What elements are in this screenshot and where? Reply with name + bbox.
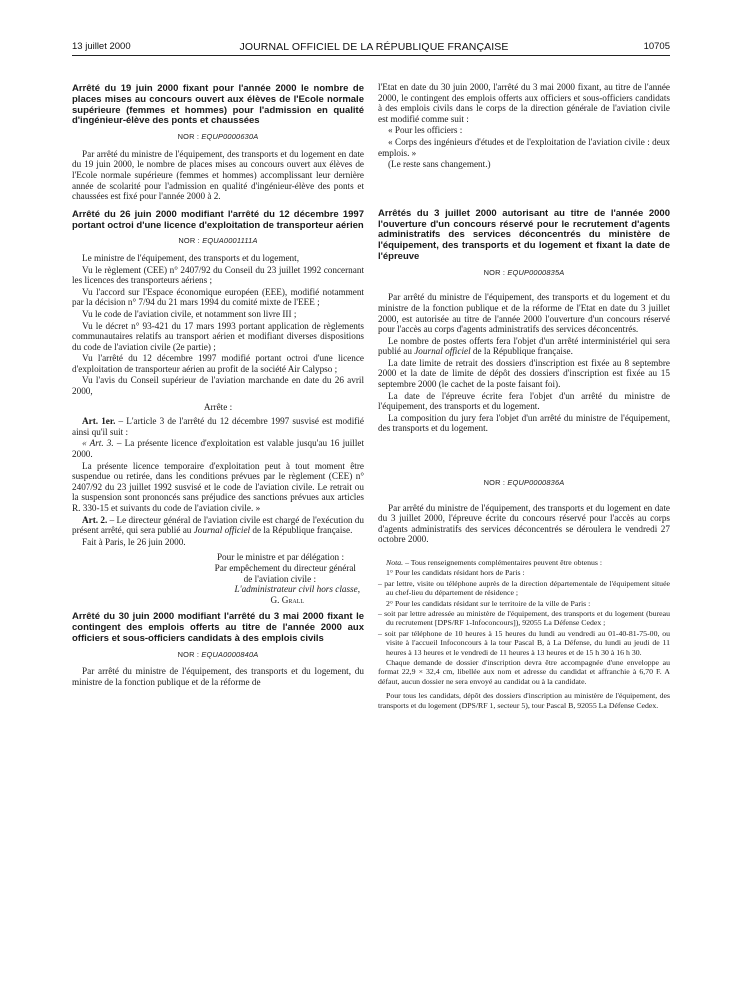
signing-place-date: Fait à Paris, le 26 juin 2000. — [82, 536, 186, 547]
paragraph: La composition du jury fera l'objet d'un arrêté du ministre de l'équipement, des transports et du logement. — [378, 412, 670, 434]
article-title: Arrêté du 30 juin 2000 modifiant l'arrêté du 3 mai 2000 fixant le contingent des emplois offerts au titre de l'année 2000 aux officiers et sous-officiers candidats à des emplois civils — [72, 611, 364, 644]
art2-end: de la République française. — [250, 525, 353, 536]
nor-reference — [72, 236, 364, 247]
article-body-continued: l'Etat en date du 30 juin 2000, l'arrêté du 3 mai 2000 fixant, au titre de l'année 2000, le contingent des emplois offerts aux officiers et sous-officiers candidats à des emplois civils dans le corps de la direction générale de l'aviation civile est modifié comme suit : — [378, 82, 670, 124]
nor-reference-2 — [378, 478, 670, 489]
nor-code: EQUP0000835A — [507, 267, 565, 277]
nota-item: 2° Pour les candidats résidant sur le territoire de la ville de Paris : — [386, 598, 591, 608]
nor-code: EQUP0000630A — [201, 132, 259, 142]
left-column — [72, 84, 364, 689]
nor-code: EQUA0000840A — [201, 649, 259, 659]
nota-section — [378, 558, 670, 710]
header-rule — [72, 55, 670, 56]
p2-text: Le nombre de postes offerts fera l'objet d'un arrêté interministériel qui sera publié au — [378, 335, 670, 357]
nota-item: 1° Pour les candidats résidant hors de Paris : — [386, 568, 525, 578]
signature-line-2: Par empêchement du directeur général — [214, 562, 356, 573]
visa-paragraph: Vu l'avis du Conseil supérieur de l'aviation marchande en date du 26 avril 2000, — [72, 375, 364, 397]
art1-text: – L'article 3 de l'arrêté du 12 décembre 1997 susvisé est modifié ainsi qu'il suit : — [72, 416, 364, 437]
article-body: Par arrêté du ministre de l'équipement, des transports et du logement en date du 19 juin 2000, le nombre de places mises au concours ouvert aux élèves de l'Ecole normale supérieure (femmes et hommes) accomplissant leur dernière année de scolarité pour l'admission en qualité d'ingénieur-élève des ponts et chaussées est fixé pour l'année 2000 à 2. — [72, 148, 364, 202]
journal-title: JOURNAL OFFICIEL DE LA RÉPUBLIQUE FRANÇAISE — [239, 41, 509, 53]
page-number: 10705 — [643, 41, 670, 52]
art1-label: Art. 1er. — [82, 416, 116, 427]
signature-line-1: Pour le ministre et par délégation : — [216, 552, 344, 563]
art2-label: Art. 2. — [82, 514, 108, 525]
art3-text: – La présente licence d'exploitation est valable jusqu'au 16 juillet 2000. — [72, 438, 364, 460]
nor-label: NOR : — [177, 132, 200, 142]
paragraph: La date limite de retrait des dossiers d'inscription est fixée au 8 septembre 2000 et la date de limite de dépôt des dossiers d'inscription est fixée au 15 septembre 2000 (le cachet de la poste faisant foi). — [378, 357, 670, 390]
nor-label: NOR : — [483, 267, 506, 277]
article-title: Arrêté du 19 juin 2000 fixant pour l'année 2000 le nombre de places mises au concours ouvert aux élèves de l'Ecole normale supérieure (femmes et hommes) pour l'admission en qualité d'ingénieur-élève des ponts et chaussées — [72, 83, 364, 127]
article-3-paragraph-2: La présente licence temporaire d'exploitation peut à tout moment être suspendue ou retirée, dans les conditions prévues par le règlement (CEE) n° 2407/92 du 23 juillet 1992 susvisé et le code de l'aviation civile. Le retrait ou la suspension sont prononcés sans préjudice des sanctions prévues aux articles R. 330-15 et suivants du code de l'aviation civile. » — [72, 460, 364, 513]
nota-paragraph: Pour tous les candidats, dépôt des dossiers d'inscription au ministère de l'équipement, des transports et du logement (DPS/RF 1, secteur 5), tour Pascal B, 92055 La Défense Cedex. — [378, 691, 670, 710]
nor-reference — [72, 650, 364, 661]
art2-text: – Le directeur général de l'aviation civile est chargé de l'exécution du présent arrêté, qui sera publié au — [72, 514, 364, 536]
paragraph: Par arrêté du ministre de l'équipement, des transports et du logement et du ministre de la fonction publique et de la réforme de l'Etat en date du 3 juillet 2000, est autorisée au titre de l'année 2000 l'ouverture d'un concours réservé pour l'accès au corps d'agents administratifs des services déconcentrés. — [378, 292, 670, 335]
nota-bullet: – par lettre, visite ou téléphone auprès de la direction départementale de l'équipement située au chef-lieu du département de résidence ; — [378, 578, 670, 598]
nota-bullet: – soit par téléphone de 10 heures à 15 heures du lundi au vendredi au 01-40-81-75-00, ou visite à l'accueil Infoconcours à la tour Pascal B, à La Défense, du lundi au jeudi de 11 heures à 13 heures et le vendredi de 11 heures à 13 heures et de 15 h 30 à 16 h 30. — [378, 628, 670, 657]
arrete-label: Arrête : — [203, 401, 233, 412]
paragraph: La date de l'épreuve écrite fera l'objet d'un arrêté du ministre de l'équipement, des transports et du logement. — [378, 390, 670, 412]
article-title: Arrêtés du 3 juillet 2000 autorisant au titre de l'année 2000 l'ouverture d'un concours réservé pour le recrutement d'agents administratifs des services déconcentrés du ministère de l'équipement, des transports et du logement et fixant la date de l'épreuve — [378, 207, 670, 262]
p2-end: de la République française. — [470, 346, 573, 357]
article-1-paragraph — [72, 416, 364, 437]
nor-label: NOR : — [483, 478, 506, 488]
nor-reference — [378, 268, 670, 279]
nota-paragraph: Chaque demande de dossier d'inscription devra être accompagnée d'une enveloppe au format 22,9 × 32,4 cm, libellée aux nom et adresse du candidat et affranchie à 6,70 F. A défaut, aucun dossier ne sera envoyé au candidat ou à la candidate. — [378, 658, 670, 686]
signature-line-3: de l'aviation civile : — [243, 573, 316, 584]
nor-label: NOR : — [177, 649, 200, 659]
visa-paragraph: Vu l'arrêté du 12 décembre 1997 modifié portant octroi d'une licence d'exploitation de transporteur aérien au profit de la société Air Calypso ; — [72, 353, 364, 374]
paragraph: Par arrêté du ministre de l'équipement, des transports et du logement en date du 3 juillet 2000, l'épreuve écrite du concours réservé pour l'accès au corps d'agents administratifs des services déconcentrés se déroulera le vendredi 27 octobre 2000. — [378, 502, 670, 545]
nor-code: EQUP0000836A — [507, 478, 565, 488]
header-date: 13 juillet 2000 — [72, 41, 131, 52]
nor-label: NOR : — [178, 236, 200, 246]
nota-intro — [378, 558, 670, 567]
article-3-juillet — [378, 209, 670, 710]
visa-paragraph: Vu le décret n° 93-421 du 17 mars 1993 portant application de règlements communautaires relatifs au transport aérien et modifiant diverses dispositions du code de l'aviation civile (2e partie) ; — [72, 320, 364, 352]
visa-paragraph: Vu le règlement (CEE) n° 2407/92 du Conseil du 23 juillet 1992 concernant les licences des transporteurs aériens ; — [72, 264, 364, 286]
officers-line: « Pour les officiers : — [388, 125, 463, 136]
nota-text: – Tous renseignements complémentaires peuvent être obtenus : — [403, 558, 603, 568]
reste-line: (Le reste sans changement.) — [388, 159, 491, 170]
visa-paragraph: Vu le code de l'aviation civile, et notamment son livre III ; — [82, 308, 297, 319]
paragraph — [378, 336, 670, 357]
article-2-paragraph — [72, 515, 364, 536]
article-body-start: Par arrêté du ministre de l'équipement, des transports et du logement, du ministre de la fonction publique et de la réforme de — [72, 666, 364, 687]
nor-code: EQUA0001111A — [202, 236, 258, 246]
visa-paragraph: Le ministre de l'équipement, des transports et du logement, — [82, 252, 299, 263]
article-19-juin — [72, 84, 364, 202]
nota-bullet: – soit par lettre adressée au ministère de l'équipement, des transports et du logement (bureau du recrutement [DPS/RF 1-Infoconcours]), 92055 La Défense Cedex ; — [378, 609, 670, 628]
visa-paragraph: Vu l'accord sur l'Espace économique européen (EEE), modifié notamment par la décision n° 7/94 du 21 mars 1994 du comité mixte de l'EEE ; — [72, 286, 364, 308]
right-column — [378, 82, 670, 711]
journal-officiel-ref: Journal officiel — [414, 346, 471, 357]
art3-label: « Art. 3. — [82, 438, 114, 449]
article-3-quote — [72, 438, 364, 459]
article-title: Arrêté du 26 juin 2000 modifiant l'arrêté du 12 décembre 1997 portant octroi d'une licence d'exploitation de transporteur aérien — [72, 208, 364, 231]
nota-label: Nota. — [386, 558, 404, 568]
nor-reference — [72, 132, 364, 143]
signature-line-4: L'administrateur civil hors classe, — [234, 584, 360, 595]
article-26-juin — [72, 210, 364, 606]
signatory-name: G. Grall — [270, 594, 304, 605]
journal-officiel-ref: Journal officiel — [193, 525, 251, 536]
article-30-juin — [72, 612, 364, 687]
corps-line: « Corps des ingénieurs d'études et de l'exploitation de l'aviation civile : deux emplois. » — [378, 136, 670, 158]
